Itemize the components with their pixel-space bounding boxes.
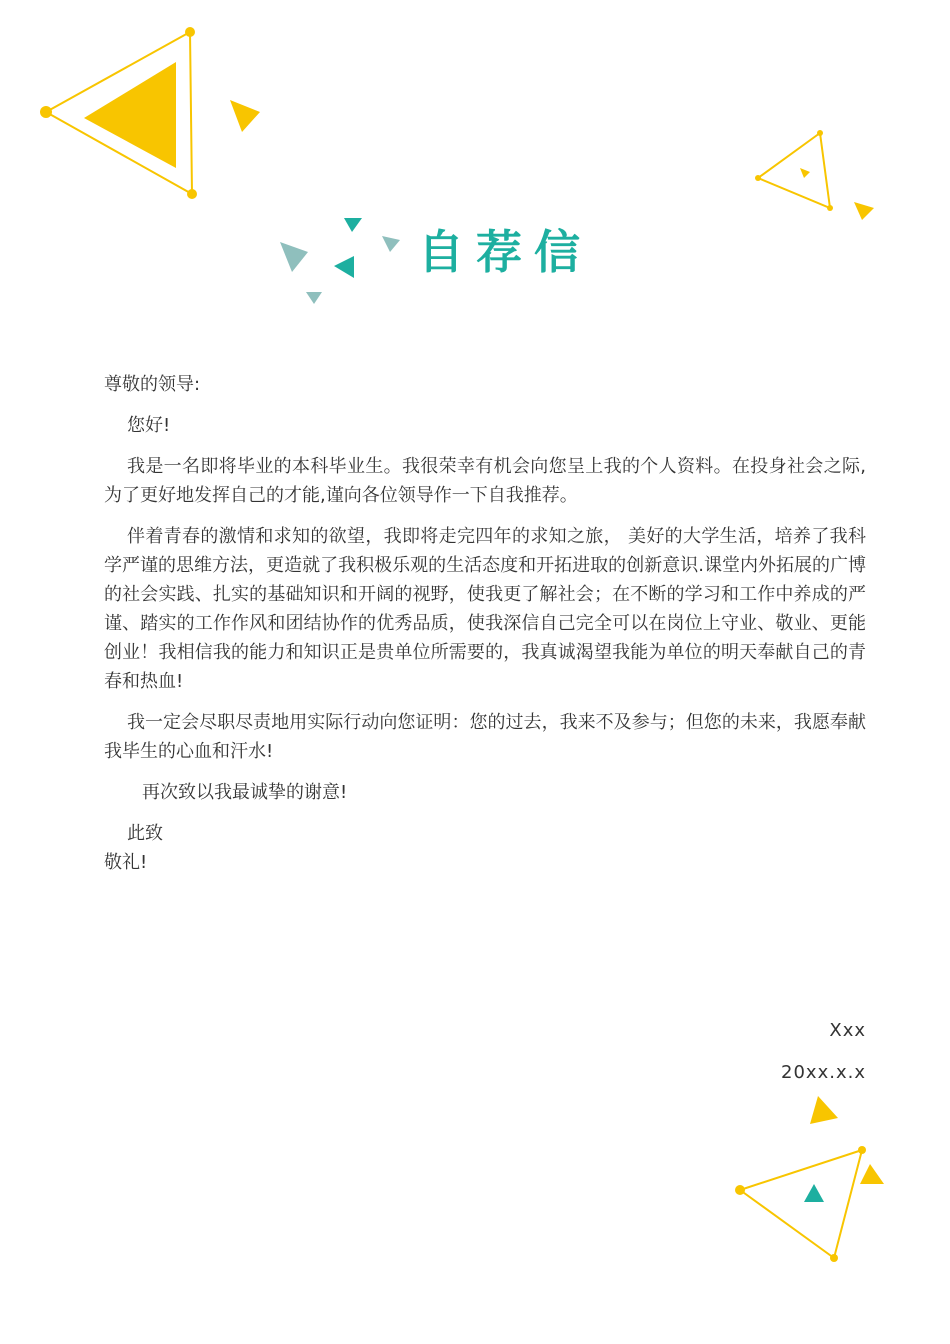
vertex-dot-icon xyxy=(827,205,833,211)
closing-line-2: 敬礼! xyxy=(104,852,148,873)
vertex-dot-icon xyxy=(187,189,197,199)
paragraph-commitment: 我一定会尽职尽责地用实际行动向您证明：您的过去，我来不及参与；但您的未来，我愿奉献我毕生的心血和汗水! xyxy=(104,712,866,762)
small-yellow-triangle-icon xyxy=(230,100,260,132)
small-yellow-triangle-icon xyxy=(854,202,874,220)
vertex-dot-icon xyxy=(735,1185,745,1195)
signature-name: Xxx xyxy=(829,1020,866,1041)
signature-date: 20xx.x.x xyxy=(781,1062,866,1083)
teal-triangle-icon xyxy=(334,256,354,278)
top-left-triangle-group xyxy=(40,27,260,199)
teal-triangle-icon xyxy=(344,218,362,232)
filled-triangle-icon xyxy=(84,62,176,168)
thanks-line: 再次致以我最诚挚的谢意! xyxy=(142,782,348,803)
letter-body xyxy=(104,370,866,877)
title-triangle-group xyxy=(280,218,400,304)
vertex-dot-icon xyxy=(830,1254,838,1262)
outline-triangle-icon xyxy=(758,133,830,208)
outline-triangle-icon xyxy=(740,1150,862,1258)
small-yellow-triangle-icon xyxy=(860,1164,884,1184)
vertex-dot-icon xyxy=(755,175,761,181)
vertex-dot-icon xyxy=(858,1146,866,1154)
small-yellow-triangle-icon xyxy=(810,1096,838,1124)
salutation: 尊敬的领导: xyxy=(104,374,201,395)
vertex-dot-icon xyxy=(817,130,823,136)
paragraph-experience: 伴着青春的激情和求知的欲望，我即将走完四年的求知之旅， 美好的大学生活，培养了我科学严谨的思维方法，更造就了我积极乐观的生活态度和开拓进取的创新意识.课堂内外拓展的广博的社会实践、扎实的基础知识和开阔的视野，使我更了解社会；在不断的学习和工作中养成的严谨、踏实的工作作风和团结协作的优秀品质，使我深信自己完全可以在岗位上守业、敬业、更能创业！我相信我的能力和知识正是贵单位所需要的，我真诚渴望我能为单位的明天奉献自己的青春和热血! xyxy=(104,526,866,692)
top-right-triangle-group xyxy=(755,130,874,220)
vertex-dot-icon xyxy=(185,27,195,37)
vertex-dot-icon xyxy=(40,106,52,118)
tiny-yellow-triangle-icon xyxy=(800,168,810,178)
teal-triangle-icon xyxy=(804,1184,824,1202)
muted-teal-triangle-icon xyxy=(382,236,400,252)
closing-line-1: 此致 xyxy=(127,823,163,844)
paragraph-intro: 我是一名即将毕业的本科毕业生。我很荣幸有机会向您呈上我的个人资料。在投身社会之际,为了更好地发挥自己的才能,谨向各位领导作一下自我推荐。 xyxy=(104,456,866,506)
muted-teal-triangle-icon xyxy=(306,292,322,304)
bottom-right-triangle-group xyxy=(735,1096,884,1262)
outline-triangle-icon xyxy=(46,32,192,194)
muted-teal-triangle-icon xyxy=(280,242,308,272)
letter-title: 自荐信 xyxy=(418,225,592,279)
greeting: 您好! xyxy=(127,415,171,436)
